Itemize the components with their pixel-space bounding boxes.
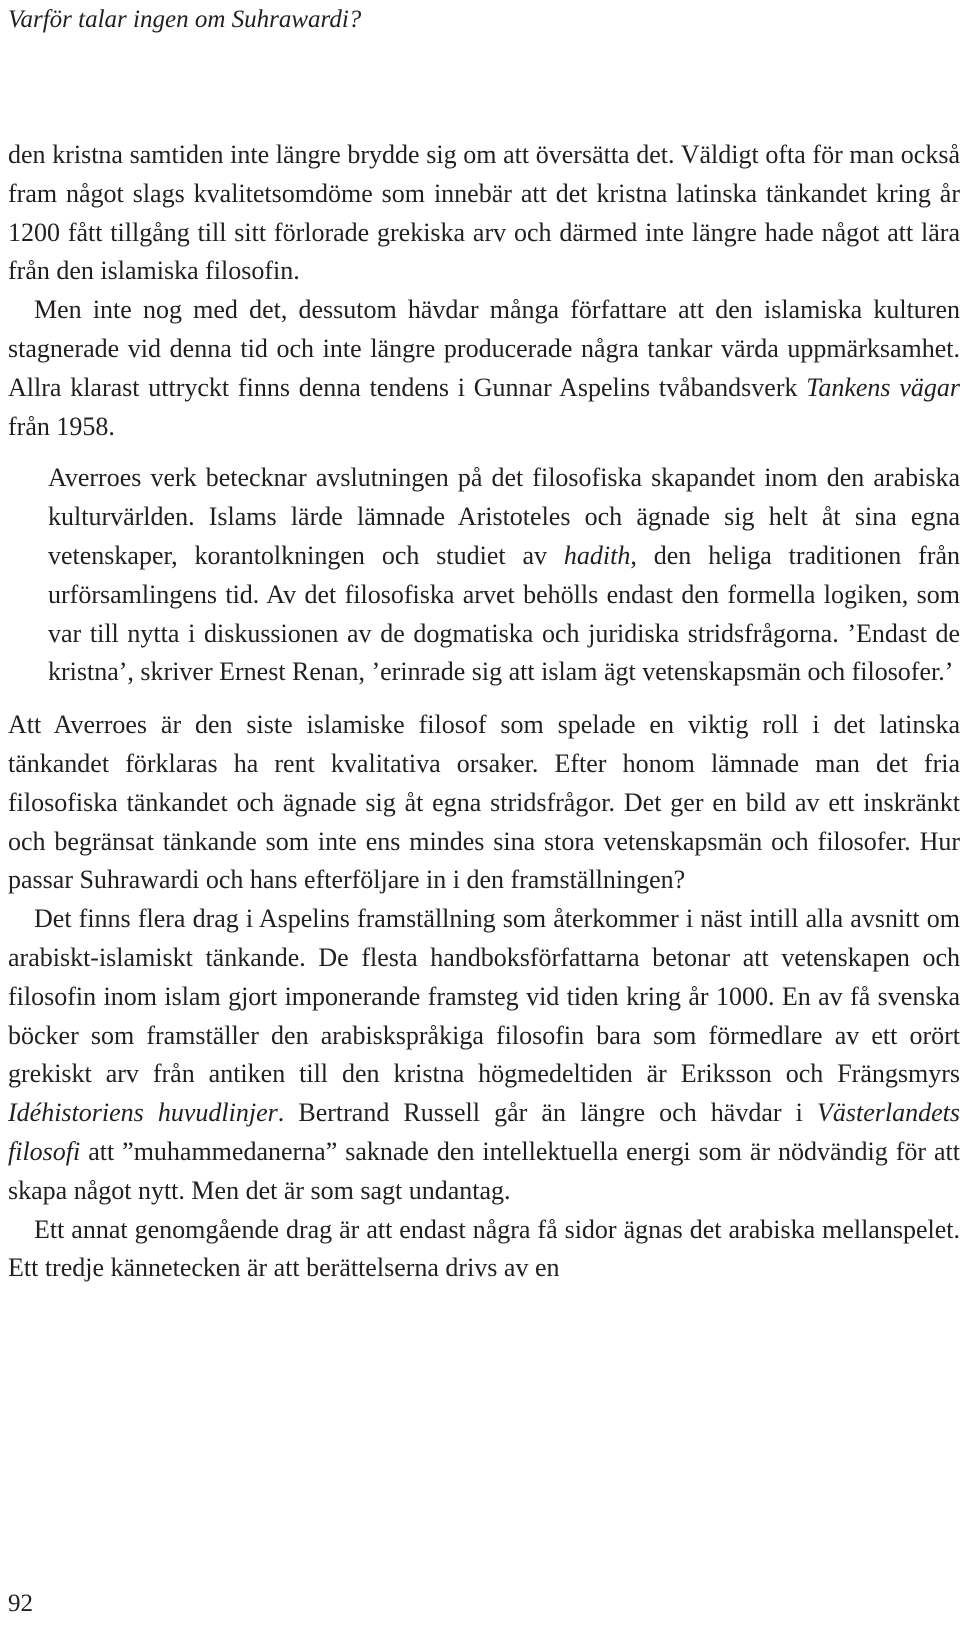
block-quote — [48, 459, 960, 692]
paragraph-1-text: den kristna samtiden inte längre brydde sig om att översätta det. Väldigt ofta för man också fram något slags kvalitetsomdöme som innebär att det kristna latinska tänkandet kring år 1200 fått tillgång till sitt förlorade grekiska arv och därmed inte längre hade något att lära från den islamiska filosofin. — [8, 140, 960, 286]
paragraph-4-text-middle: . Bertrand Russell går än längre och hävdar i — [277, 1098, 817, 1128]
paragraph-2 — [8, 291, 960, 446]
term-hadith: hadith — [563, 540, 631, 570]
book-title-tankens-vagar: Tankens vägar — [806, 372, 960, 402]
paragraph-5 — [8, 1211, 960, 1289]
running-header: Varför talar ingen om Suhrawardi? — [8, 6, 362, 33]
book-title-vasterlandets-filosofi: Västerlandets filosofi — [8, 1098, 960, 1166]
paragraph-2-text: Men inte nog med det, dessutom hävdar många författare att den islamiska kulturen stagnerade vid denna tid och inte längre producerade några tankar värda uppmärksamhet. Allra klarast uttryckt finns denna tendens i Gunnar Aspelins tvåbandsverk — [8, 295, 960, 402]
paragraph-4-text-end: att ”muhammedanerna” saknade den intellektuella energi som är nödvändig för att skapa något nytt. Men det är som sagt undantag. — [8, 1136, 960, 1205]
page-number: 92 — [8, 1590, 33, 1617]
book-title-idehistoriens-huvudlinjer: Idéhistoriens huvudlinjer — [8, 1098, 278, 1128]
paragraph-4 — [8, 900, 960, 1210]
paragraph-5-text: Ett annat genomgående drag är att endast några få sidor ägnas det arabiska mellanspelet. Ett tredje kännetecken är att berättelserna drivs av en — [8, 1214, 960, 1283]
block-quote-text: Averroes verk betecknar avslutningen på det filosofiska skapandet inom den arabiska kulturvärlden. Islams lärde lämnade Aristoteles och ägnade sig helt åt sina egna vetenskaper, korantolkningen och studiet av — [48, 463, 960, 570]
body-text — [8, 136, 960, 1288]
paragraph-3-text: Att Averroes är den siste islamiske filosof som spelade en viktig roll i det latinska tänkandet förklaras ha rent kvalitativa orsaker. Efter honom lämnade man det fria filosofiska tänkandet och ägnade sig åt egna stridsfrågor. Det ger en bild av ett inskränkt och begränsat tänkande som inte ens mindes sina stora vetenskapsmän och filosofer. Hur passar Suhrawardi och hans efterföljare in i den framställningen? — [8, 710, 960, 895]
block-quote-text-end: , den heliga traditionen från urförsamlingens tid. Av det filosofiska arvet behölls endast den formella logiken, som var till nytta i diskussionen av de dogmatiska och juridiska stridsfrågorna. ’Endast de kristna’, skriver Ernest Renan, ’erinrade sig att islam ägt vetenskapsmän och filosofer.’ — [48, 540, 960, 687]
paragraph-4-text: Det finns flera drag i Aspelins framställning som återkommer i näst intill alla avsnitt om arabiskt-islamiskt tänkande. De flesta handboksförfattarna betonar att vetenskapen och filosofin inom islam gjort imponerande framsteg vid tiden kring år 1000. En av få svenska böcker som framställer den arabiskspråkiga filosofin bara som förmedlare av ett orört grekiskt arv från antiken till den kristna högmedeltiden är Eriksson och Frängsmyrs — [8, 904, 960, 1089]
paragraph-1 — [8, 136, 960, 291]
paragraph-2-text-end: från 1958. — [8, 411, 115, 441]
paragraph-3 — [8, 706, 960, 900]
